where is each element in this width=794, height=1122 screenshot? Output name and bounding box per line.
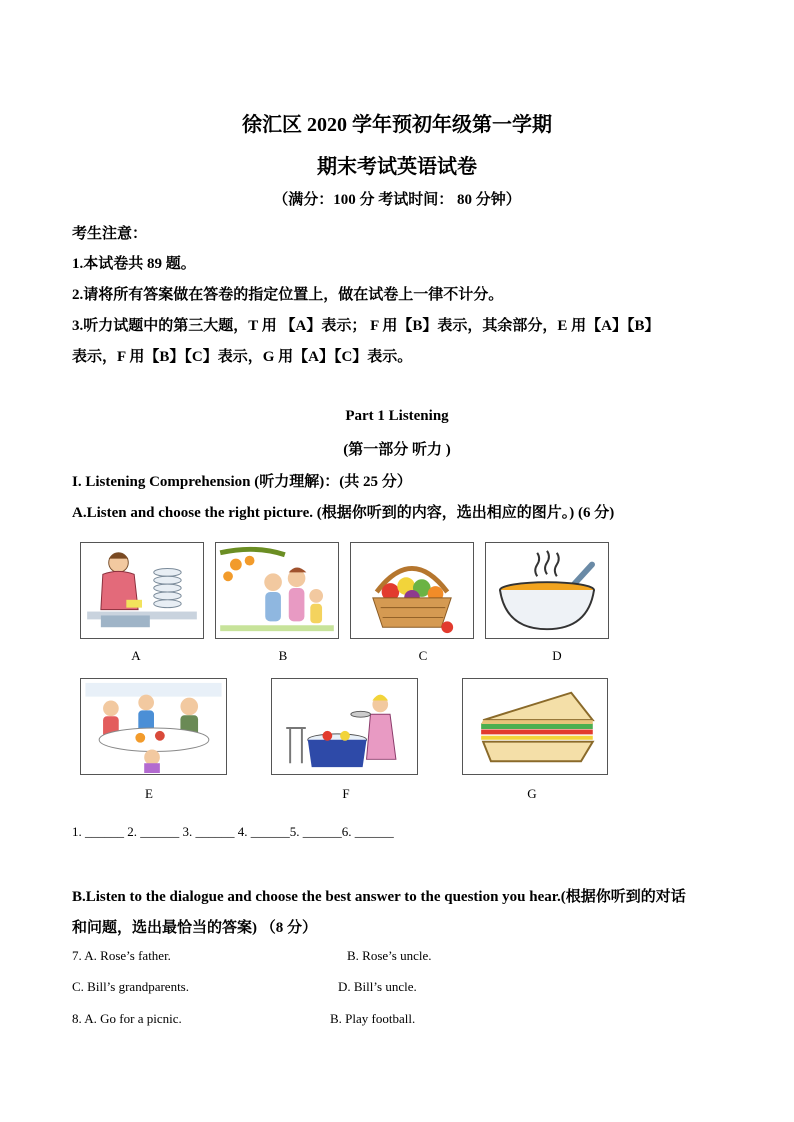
notice-item-2: 2.请将所有答案做在答卷的指定位置上，做在试卷上一律不计分。: [72, 287, 504, 303]
picture-label-g: G: [527, 786, 537, 801]
soup-bowl-icon: [486, 543, 608, 638]
section-b-heading: B.Listen to the dialogue and choose the best answer to the question you hear.(根据你听到的对话: [72, 889, 686, 905]
part-title: Part 1 Listening: [345, 408, 449, 424]
family-dinner-icon: [81, 679, 226, 774]
answer-blanks: 1. ______ 2. ______ 3. ______ 4. ______5. ______6. ______: [72, 824, 394, 839]
picture-label-c: C: [418, 648, 428, 663]
q7-option-c: C. Bill’s grandparents.: [72, 979, 189, 994]
fruit-basket-icon: [351, 543, 473, 638]
picture-c: [350, 542, 474, 639]
picture-label-a: A: [131, 648, 141, 663]
sandwich-icon: [463, 679, 607, 774]
notice-item-3: 3.听力试题中的第三大题，T 用 【A】表示； F 用【B】表示，其余部分，E 用【A】【B】: [72, 318, 660, 334]
q8-option-a: 8. A. Go for a picnic.: [72, 1011, 182, 1026]
section-a-heading: A.Listen and choose the right picture. (根据你听到的内容，选出相应的图片。) (6 分): [72, 505, 615, 521]
picture-d: [485, 542, 609, 639]
picture-e: [80, 678, 227, 775]
picture-label-d: D: [552, 648, 562, 663]
notice-heading: 考生注意：: [72, 226, 148, 242]
picture-label-f: F: [342, 786, 350, 801]
section-b-heading-cont: 和问题，选出最恰当的答案) （8 分）: [72, 920, 317, 936]
picture-label-b: B: [278, 648, 288, 663]
picture-a: [80, 542, 204, 639]
waitress-restaurant-icon: [272, 679, 417, 774]
notice-item-1: 1.本试卷共 89 题。: [72, 256, 196, 272]
part-subtitle: (第一部分 听力 ): [343, 442, 451, 458]
q7-option-d: D. Bill’s uncle.: [338, 979, 417, 994]
section-heading: I. Listening Comprehension (听力理解)：(共 25 分）: [72, 474, 412, 490]
exam-meta: （满分：100 分 考试时间： 80 分钟）: [273, 192, 521, 208]
picture-label-e: E: [145, 786, 153, 801]
picture-f: [271, 678, 418, 775]
picture-b: [215, 542, 339, 639]
q7-option-b: B. Rose’s uncle.: [347, 948, 432, 963]
exam-title: 徐汇区 2020 学年预初年级第一学期: [242, 114, 552, 136]
man-washing-dishes-icon: [81, 543, 203, 638]
q7-option-a: 7. A. Rose’s father.: [72, 948, 171, 963]
exam-subtitle: 期末考试英语试卷: [317, 156, 477, 178]
picture-g: [462, 678, 608, 775]
q8-option-b: B. Play football.: [330, 1011, 416, 1026]
family-picking-fruit-icon: [216, 543, 338, 638]
notice-item-3-cont: 表示，F 用【B】【C】表示，G 用【A】【C】表示。: [72, 349, 413, 365]
